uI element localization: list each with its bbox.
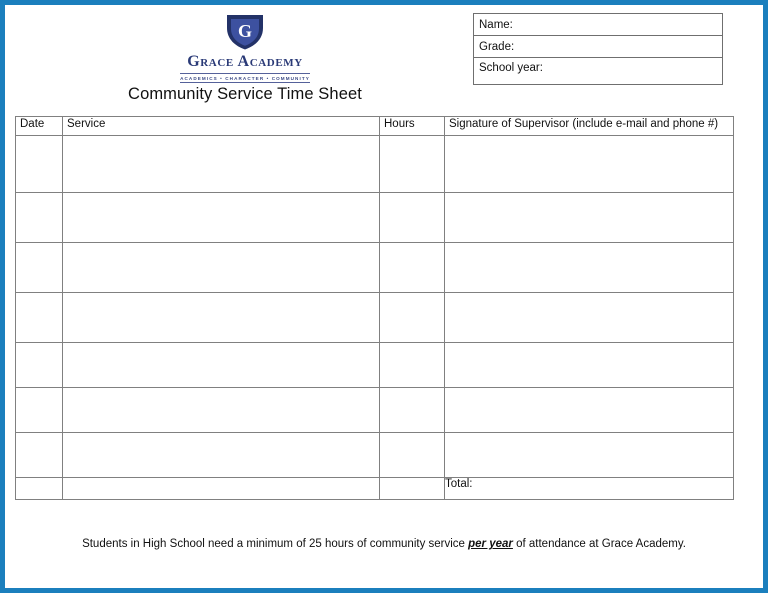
table-row[interactable] <box>16 433 734 478</box>
cell-hours[interactable] <box>380 293 445 343</box>
cell-hours[interactable] <box>380 433 445 478</box>
cell-date[interactable] <box>16 343 63 388</box>
cell-service[interactable] <box>63 388 380 433</box>
cell-date[interactable] <box>16 136 63 193</box>
cell-service[interactable] <box>63 243 380 293</box>
table-row[interactable] <box>16 193 734 243</box>
cell-date[interactable] <box>16 388 63 433</box>
cell-signature[interactable] <box>445 433 734 478</box>
student-info-box <box>473 13 723 85</box>
cell-hours-total[interactable] <box>380 478 445 500</box>
cell-hours[interactable] <box>380 343 445 388</box>
column-header-signature: Signature of Supervisor (include e-mail and phone #) <box>445 117 734 136</box>
cell-service[interactable] <box>63 433 380 478</box>
field-school-year-label: School year: <box>479 62 543 74</box>
footer-emphasis: per year <box>468 538 513 550</box>
field-name-label: Name: <box>479 18 513 31</box>
cell-signature[interactable] <box>445 243 734 293</box>
school-tagline: ACADEMICS • CHARACTER • COMMUNITY <box>180 73 310 83</box>
table-header-row <box>16 117 734 136</box>
cell-signature[interactable] <box>445 193 734 243</box>
cell-date-total <box>16 478 63 500</box>
cell-signature[interactable] <box>445 136 734 193</box>
cell-date[interactable] <box>16 243 63 293</box>
cell-service[interactable] <box>63 136 380 193</box>
cell-hours[interactable] <box>380 193 445 243</box>
table-total-row[interactable] <box>16 478 734 500</box>
cell-service[interactable] <box>63 293 380 343</box>
svg-text:G: G <box>237 21 253 41</box>
cell-signature[interactable] <box>445 343 734 388</box>
field-grade-label: Grade: <box>479 40 515 53</box>
table-row[interactable] <box>16 343 734 388</box>
cell-date[interactable] <box>16 193 63 243</box>
column-header-date: Date <box>16 117 63 136</box>
time-sheet-table-wrap <box>15 116 733 500</box>
table-row[interactable] <box>16 388 734 433</box>
time-sheet-table <box>15 116 734 500</box>
school-logo <box>180 13 310 83</box>
school-name: Grace Academy <box>187 53 303 70</box>
footer-note <box>5 538 763 550</box>
cell-service[interactable] <box>63 193 380 243</box>
footer-text-before: Students in High School need a minimum of 25 hours of community service <box>82 538 469 550</box>
cell-signature[interactable] <box>445 388 734 433</box>
cell-date[interactable] <box>16 293 63 343</box>
field-school-year[interactable] <box>474 58 722 84</box>
footer-text-after: of attendance at Grace Academy. <box>512 538 686 550</box>
cell-hours[interactable] <box>380 388 445 433</box>
table-row[interactable] <box>16 243 734 293</box>
cell-date[interactable] <box>16 433 63 478</box>
header-area <box>5 5 763 110</box>
shield-monogram-icon <box>180 13 310 53</box>
cell-signature[interactable] <box>445 293 734 343</box>
table-row[interactable] <box>16 293 734 343</box>
field-name[interactable] <box>474 14 722 36</box>
cell-service[interactable] <box>63 343 380 388</box>
table-row[interactable] <box>16 136 734 193</box>
total-label: Total: <box>445 478 734 500</box>
column-header-hours: Hours <box>380 117 445 136</box>
cell-hours[interactable] <box>380 243 445 293</box>
column-header-service: Service <box>63 117 380 136</box>
cell-service-total <box>63 478 380 500</box>
page-title: Community Service Time Sheet <box>128 85 362 103</box>
cell-hours[interactable] <box>380 136 445 193</box>
field-grade[interactable] <box>474 36 722 58</box>
document-sheet <box>5 5 763 588</box>
